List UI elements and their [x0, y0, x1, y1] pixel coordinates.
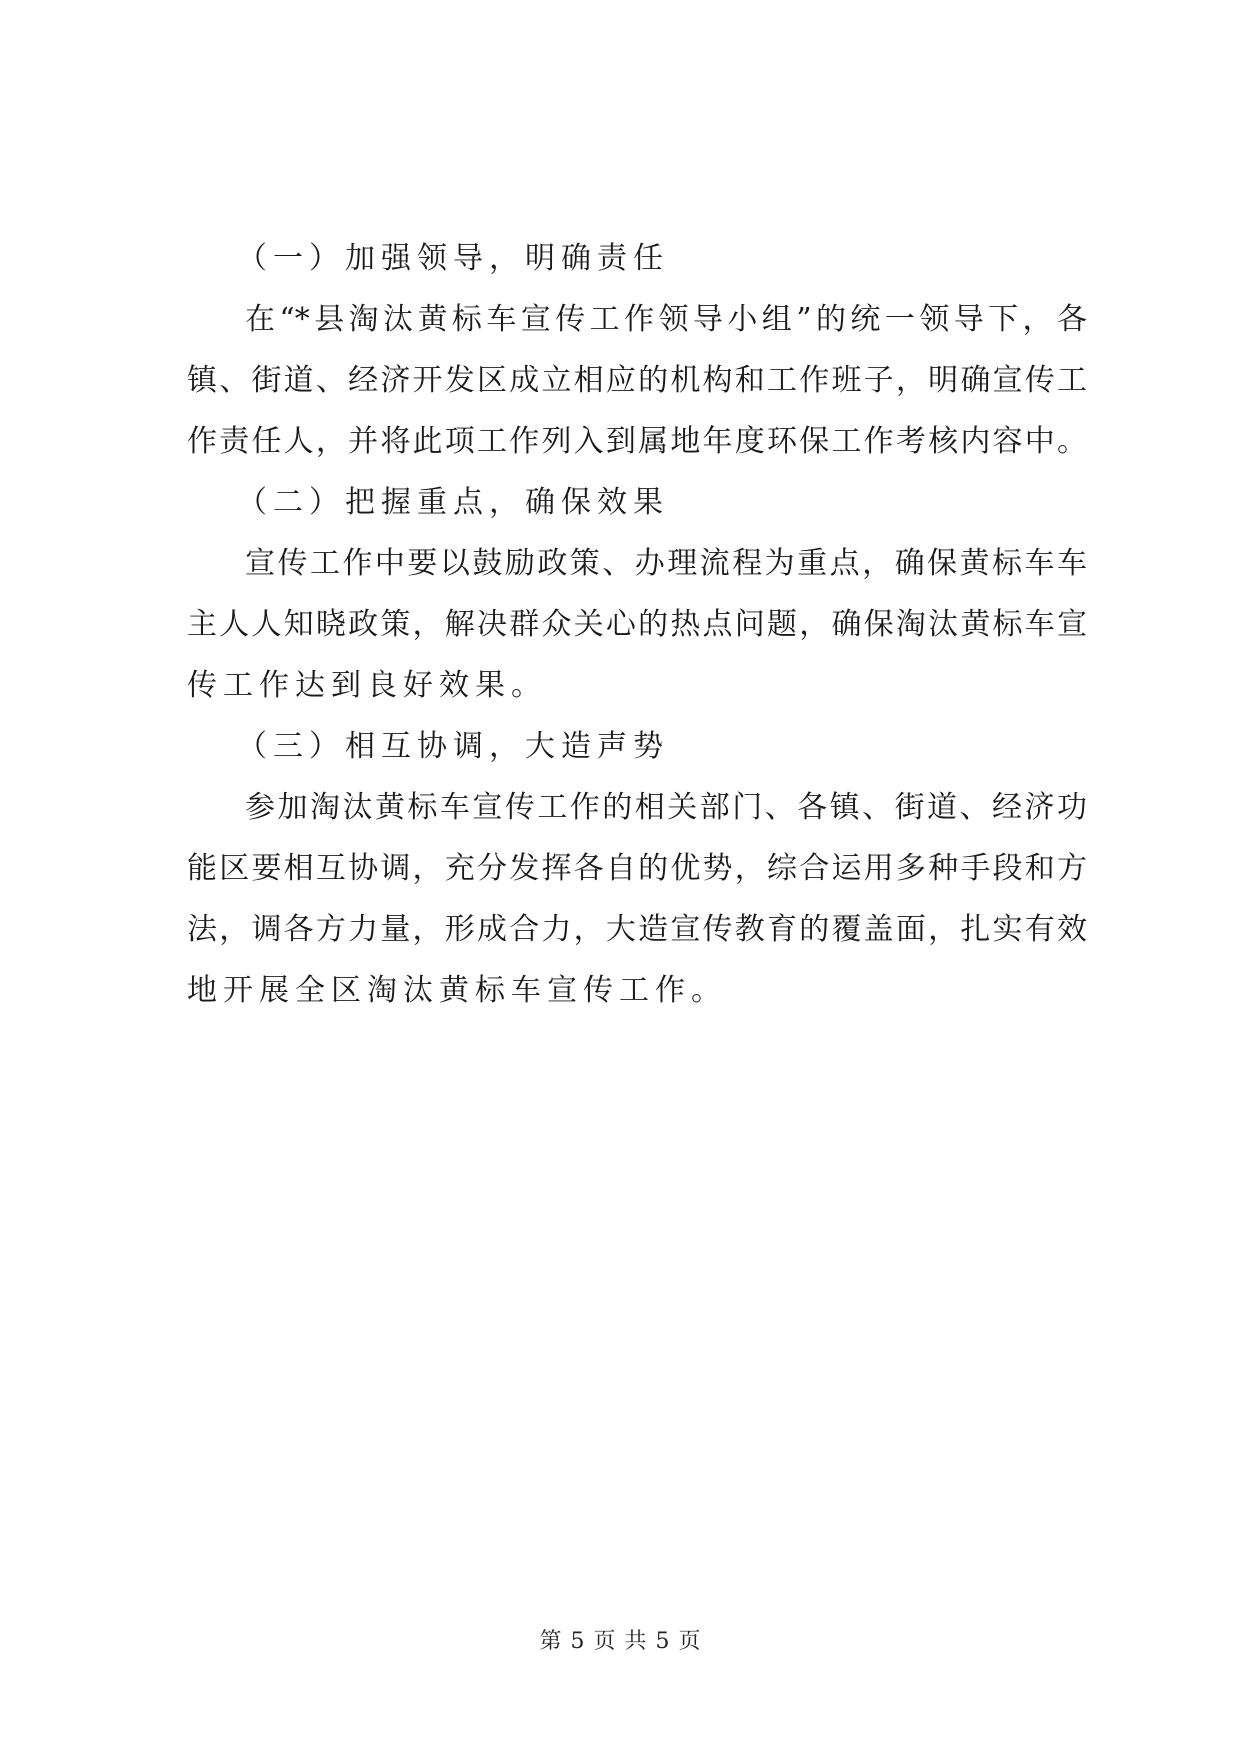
paragraph-line: 镇、街道、经济开发区成立相应的机构和工作班子，明确宣传工	[187, 363, 1087, 398]
section-heading-2: （二）把握重点，确保效果	[237, 485, 669, 520]
document-body	[187, 228, 1087, 1021]
paragraph-line: 作责任人，并将此项工作列入到属地年度环保工作考核内容中。	[187, 424, 1087, 459]
section-heading-3: （三）相互协调，大造声势	[237, 729, 669, 764]
paragraph-line: 传工作达到良好效果。	[187, 668, 547, 703]
paragraph-line: 法，调各方力量，形成合力，大造宣传教育的覆盖面，扎实有效	[187, 912, 1087, 947]
page-number-footer: 第 5 页 共 5 页	[539, 1629, 702, 1654]
paragraph-line: 地开展全区淘汰黄标车宣传工作。	[187, 973, 727, 1008]
paragraph-line: 在“*县淘汰黄标车宣传工作领导小组”的统一领导下，各	[245, 302, 1087, 337]
section-heading-1: （一）加强领导，明确责任	[237, 241, 669, 276]
paragraph-line: 宣传工作中要以鼓励政策、办理流程为重点，确保黄标车车	[245, 546, 1087, 581]
paragraph-line: 主人人知晓政策，解决群众关心的热点问题，确保淘汰黄标车宣	[187, 607, 1087, 642]
paragraph-line: 参加淘汰黄标车宣传工作的相关部门、各镇、街道、经济功	[245, 790, 1087, 825]
paragraph-line: 能区要相互协调，充分发挥各自的优势，综合运用多种手段和方	[187, 851, 1087, 886]
